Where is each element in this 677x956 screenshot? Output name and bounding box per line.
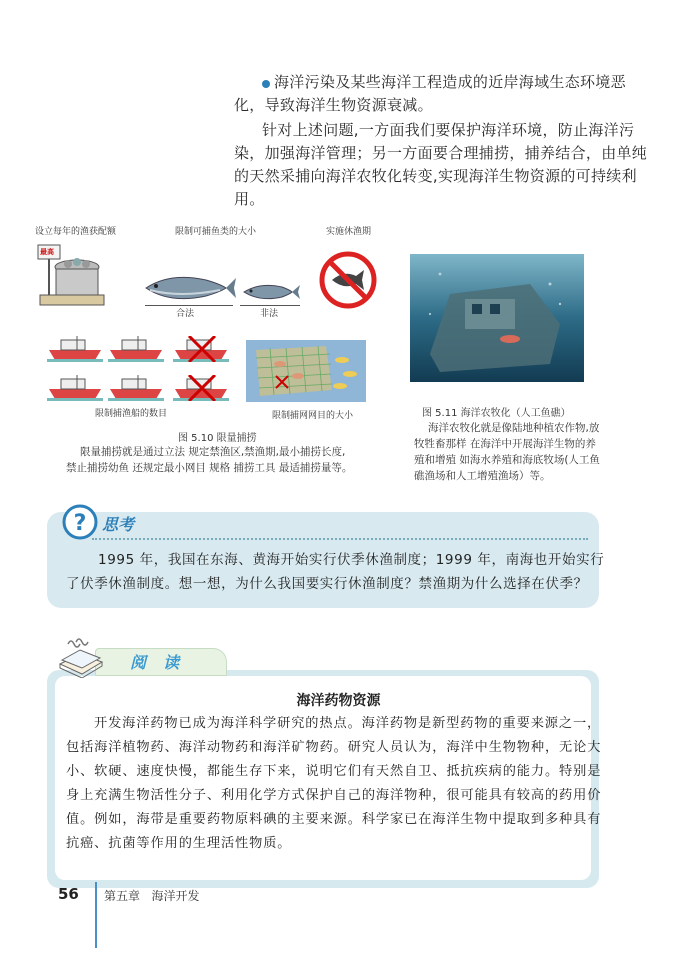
think-divider xyxy=(92,538,588,540)
chapter-title: 第五章 海洋开发 xyxy=(104,889,200,903)
boat-crossed-icon xyxy=(173,375,229,401)
fishing-net-illustration xyxy=(246,340,366,402)
intro-para-line: 的天然采捕向海洋农牧化转变,实现海洋生物资源的可持续利 xyxy=(234,167,637,185)
intro-para-line: 针对上述问题,一方面我们要保护海洋环境，防止海洋污 xyxy=(262,121,635,139)
think-text-line: 了伏季休渔制度。想一想，为什么我国要实行休渔制度？禁渔期为什么选择在伏季？ xyxy=(66,576,588,592)
footer-divider xyxy=(95,882,97,948)
boat-icon xyxy=(108,375,164,401)
figure-511-desc: 礁渔场和人工增殖渔场）等。 xyxy=(414,470,551,482)
figure-510-desc: 限量捕捞就是通过立法 规定禁渔区,禁渔期,最小捕捞长度, xyxy=(80,446,346,458)
figure-510-caption: 图 5.10 限量捕捞 xyxy=(178,433,257,444)
think-text-line: 1995 年，我国在东海、黄海开始实行伏季休渔制度；1999 年，南海也开始实行 xyxy=(98,552,605,568)
reading-tab-label: 阅 读 xyxy=(130,653,182,672)
intro-bullet-cont: 化，导致海洋生物资源衰减。 xyxy=(234,96,433,114)
boat-icon xyxy=(108,336,164,362)
label-fish-size: 限制可捕鱼类的大小 xyxy=(175,227,257,237)
reading-text-line: 包括海洋植物药、海洋动物药和海洋矿物药。研究人员认为，海洋中生物物种，无论大 xyxy=(66,740,602,755)
figure-511-desc: 殖和增殖 如海水养殖和海底牧场(人工鱼 xyxy=(414,454,600,466)
book-icon xyxy=(56,634,106,678)
label-illegal: 非法 xyxy=(258,306,280,319)
intro-bullet-text: 海洋污染及某些海洋工程造成的近岸海域生态环境恶 xyxy=(274,73,626,91)
artificial-reef-photo xyxy=(410,254,584,382)
reading-text-line: 开发海洋药物已成为海洋科学研究的热点。海洋药物是新型药物的重要来源之一， xyxy=(94,716,602,731)
legal-fish-icon xyxy=(140,270,236,306)
figure-511-desc: 海洋农牧化就是像陆地种植农作物,放 xyxy=(428,422,600,434)
svg-text:?: ? xyxy=(73,511,87,536)
boat-crossed-icon xyxy=(173,336,229,362)
reading-text-line: 身上充满生物活性分子、利用化学方式保护自己的海洋物种，很可能具有较高的药用价 xyxy=(66,788,602,803)
intro-para-line: 用。 xyxy=(234,190,265,208)
figure-510-desc: 禁止捕捞幼鱼 还规定最小网目 规格 捕捞工具 最适捕捞量等。 xyxy=(66,462,353,474)
reading-text-line: 小、软硬、速度快慢，都能生存下来，说明它们有天然自卫、抵抗疾病的能力。特别是 xyxy=(66,764,602,779)
intro-para-line: 染，加强海洋管理；另一方面要合理捕捞，捕养结合，由单纯 xyxy=(234,144,648,162)
label-boat-count: 限制捕渔船的数目 xyxy=(95,409,168,419)
page-number: 56 xyxy=(58,885,79,903)
question-icon xyxy=(62,504,98,540)
bullet-dot xyxy=(262,80,270,88)
label-quota: 设立每年的渔获配额 xyxy=(35,227,117,237)
reading-text-line: 值。例如，海带是重要药物原料碘的主要来源。科学家已在海洋生物中提取到多种具有 xyxy=(66,812,602,827)
reading-text-line: 抗癌、抗菌等作用的生理活性物质。 xyxy=(66,836,292,851)
illegal-fish-icon xyxy=(240,280,300,304)
boat-icon xyxy=(47,336,103,362)
label-net-mesh: 限制捕网网目的大小 xyxy=(272,411,354,421)
boat-icon xyxy=(47,375,103,401)
label-closed-season: 实施休渔期 xyxy=(326,227,372,237)
label-legal: 合法 xyxy=(174,306,196,319)
figure-511-desc: 牧牲畜那样 在海洋中开展海洋生物的养 xyxy=(414,438,596,450)
reading-title: 海洋药物资源 xyxy=(296,693,381,709)
no-fishing-sign-icon xyxy=(318,250,378,310)
figure-511-caption: 图 5.11 海洋农牧化（人工鱼礁） xyxy=(422,408,571,419)
scale-sign-text: 最高 xyxy=(40,248,54,256)
think-title: 思考 xyxy=(102,515,135,534)
